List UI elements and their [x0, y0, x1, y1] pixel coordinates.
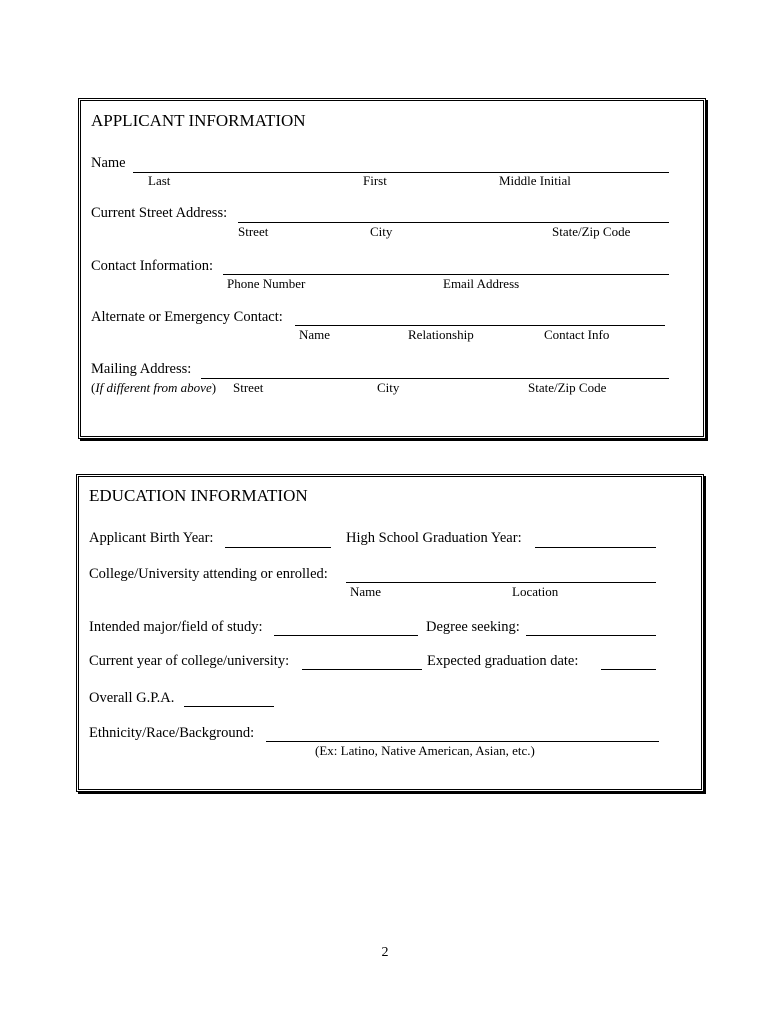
contact-information-field[interactable] [223, 274, 669, 275]
name-field[interactable] [133, 172, 669, 173]
degree-label: Degree seeking: [426, 619, 520, 635]
street-address-label: Current Street Address: [91, 205, 228, 221]
major-field[interactable] [274, 635, 418, 636]
street-sub-street: Street [238, 224, 269, 239]
ethnicity-sub-example: (Ex: Latino, Native American, Asian, etc.) [315, 743, 535, 758]
mailing-sub-state-zip: State/Zip Code [528, 380, 607, 395]
expected-grad-label: Expected graduation date: [427, 653, 579, 669]
major-label: Intended major/field of study: [89, 619, 263, 635]
name-sub-last: Last [148, 173, 171, 188]
birth-year-label: Applicant Birth Year: [89, 530, 214, 546]
mailing-sub-street: Street [233, 380, 264, 395]
mailing-sub-city: City [377, 380, 400, 395]
current-year-field[interactable] [302, 669, 422, 670]
emergency-sub-relationship: Relationship [408, 327, 474, 342]
applicant-information-section [80, 100, 704, 437]
name-sub-middle-initial: Middle Initial [499, 173, 571, 188]
section-title: EDUCATION INFORMATION [89, 486, 308, 505]
page-number: 2 [381, 945, 389, 960]
emergency-contact-label: Alternate or Emergency Contact: [91, 309, 283, 325]
college-label: College/University attending or enrolled: [89, 566, 328, 582]
gpa-field[interactable] [184, 706, 274, 707]
college-sub-name: Name [350, 584, 382, 599]
degree-field[interactable] [526, 635, 656, 636]
birth-year-field[interactable] [225, 547, 331, 548]
current-year-label: Current year of college/university: [89, 653, 290, 669]
street-sub-city: City [370, 224, 393, 239]
contact-information-label: Contact Information: [91, 258, 214, 274]
emergency-contact-field[interactable] [295, 325, 665, 326]
ethnicity-field[interactable] [266, 741, 659, 742]
street-address-field[interactable] [238, 222, 669, 223]
education-information-section [78, 476, 702, 790]
emergency-sub-contact-info: Contact Info [544, 327, 610, 342]
college-sub-location: Location [512, 584, 559, 599]
emergency-sub-name: Name [299, 327, 331, 342]
ethnicity-label: Ethnicity/Race/Background: [89, 725, 255, 741]
name-sub-first: First [363, 173, 387, 188]
mailing-note: (If different from above) [91, 380, 217, 395]
name-label: Name [91, 155, 126, 171]
hs-grad-year-field[interactable] [535, 547, 656, 548]
contact-sub-phone: Phone Number [227, 276, 306, 291]
hs-grad-year-label: High School Graduation Year: [346, 530, 522, 546]
mailing-address-field[interactable] [201, 378, 669, 379]
expected-grad-field[interactable] [601, 669, 656, 670]
college-field[interactable] [346, 582, 656, 583]
contact-sub-email: Email Address [443, 276, 520, 291]
section-title: APPLICANT INFORMATION [91, 111, 306, 130]
gpa-label: Overall G.P.A. [89, 690, 175, 706]
street-sub-state-zip: State/Zip Code [552, 224, 631, 239]
mailing-address-label: Mailing Address: [91, 361, 192, 377]
